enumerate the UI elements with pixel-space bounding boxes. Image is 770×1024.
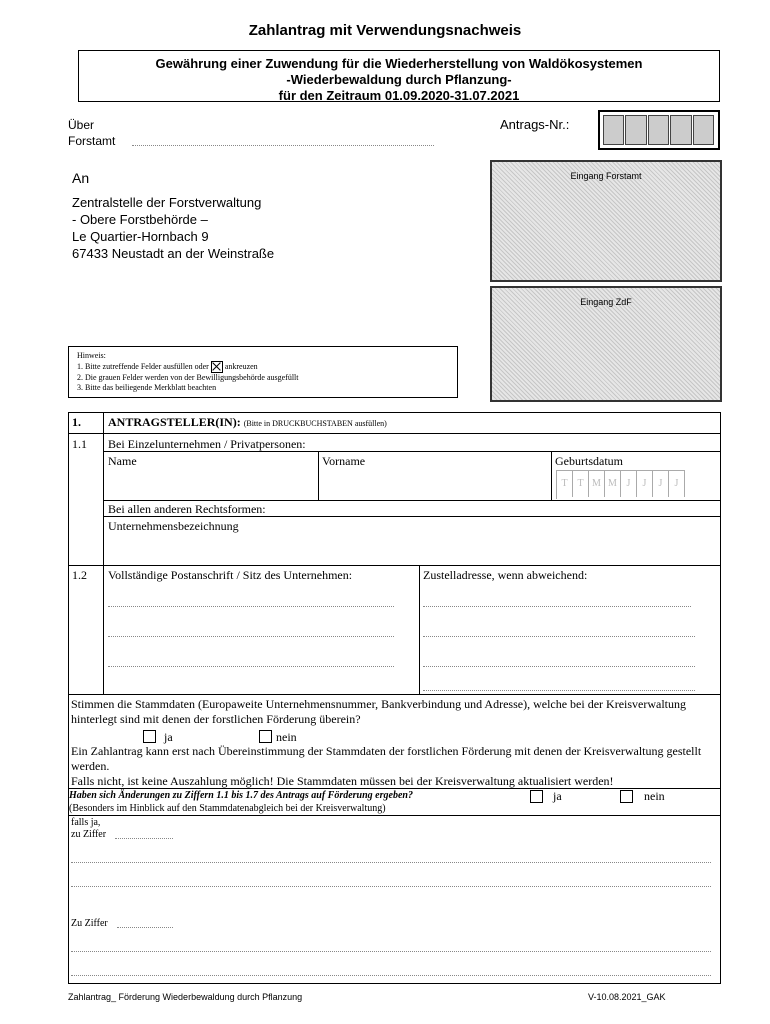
- aenderungen-note: (Besonders im Hinblick auf den Stammdatenabgleich bei der Kreisverwaltung): [69, 803, 386, 814]
- section1-heading: [108, 415, 387, 430]
- andere-rechtsformen-label: Bei allen anderen Rechtsformen:: [108, 502, 266, 516]
- postanschrift-label: Vollständige Postanschrift / Sitz des Unternehmen:: [108, 568, 353, 582]
- table-border-right: [720, 412, 721, 984]
- zu-ziffer-2-input[interactable]: [117, 927, 173, 928]
- aenderungen-line-1[interactable]: [71, 862, 711, 863]
- s11-heading: Bei Einzelunternehmen / Privatpersonen:: [108, 437, 306, 451]
- checkbox-example-icon: [211, 361, 223, 373]
- date-cell[interactable]: M: [605, 471, 621, 497]
- s12-num: 1.2: [72, 568, 87, 582]
- aenderungen-line-2[interactable]: [71, 886, 711, 887]
- aenderungen-ja-label: ja: [553, 789, 562, 803]
- row-divider: [68, 815, 721, 816]
- aenderungen-ja-checkbox[interactable]: [530, 790, 543, 808]
- stammdaten-info: Ein Zahlantrag kann erst nach Übereinstimmung der Stammdaten der forstlichen Förderung mit denen der Kreisverwaltung gestellt werden.: [71, 744, 702, 773]
- eingang-forstamt-box: [490, 160, 722, 282]
- an-label: An: [72, 170, 90, 186]
- date-cell[interactable]: J: [637, 471, 653, 497]
- subtitle-box: [78, 50, 720, 102]
- hinweis-box: [68, 346, 458, 398]
- stammdaten-warning: Falls nicht, ist keine Auszahlung möglich! Die Stammdaten müssen bei der Kreisverwaltung aktualisiert werden!: [71, 774, 614, 788]
- date-cell[interactable]: J: [621, 471, 637, 497]
- section1-num: 1.: [72, 415, 81, 429]
- date-cell[interactable]: T: [557, 471, 573, 497]
- postanschrift-line-2[interactable]: [108, 636, 394, 637]
- s11-num: 1.1: [72, 437, 87, 451]
- subtitle-line-2: -Wiederbewaldung durch Pflanzung-: [286, 72, 512, 87]
- recipient-address: [72, 194, 274, 262]
- date-cell[interactable]: T: [573, 471, 589, 497]
- zu-ziffer-label: zu Ziffer: [71, 829, 107, 840]
- col-divider: [318, 451, 319, 500]
- row-divider: [103, 451, 721, 452]
- falls-ja-label: falls ja,: [71, 817, 101, 828]
- subtitle-line-3: für den Zeitraum 01.09.2020-31.07.2021: [278, 88, 520, 103]
- geburtsdatum-input[interactable]: [556, 470, 685, 499]
- hinweis-line-3: 3. Bitte das beiliegende Merkblatt beachten: [77, 383, 217, 392]
- zu-ziffer-input[interactable]: [115, 838, 173, 839]
- row-divider: [103, 500, 721, 501]
- aenderungen-line-3[interactable]: [71, 951, 711, 952]
- antrags-nr-label: Antrags-Nr.:: [500, 117, 570, 132]
- name-input[interactable]: [108, 470, 314, 498]
- antrags-nr-cell: [625, 115, 646, 145]
- table-border-left: [68, 412, 69, 984]
- address-line-1: Zentralstelle der Forstverwaltung: [72, 195, 262, 210]
- aenderungen-line-4[interactable]: [71, 975, 711, 976]
- eingang-zdf-box: [490, 286, 722, 402]
- eingang-zdf-label: Eingang ZdF: [580, 297, 632, 307]
- zustelladresse-line-2[interactable]: [423, 636, 695, 637]
- footer-version: V-10.08.2021_GAK: [588, 992, 666, 1002]
- stammdaten-nein-label: nein: [276, 730, 297, 744]
- address-line-3: Le Quartier-Hornbach 9: [72, 229, 209, 244]
- forstamt-input[interactable]: [132, 144, 434, 146]
- footer-title: Zahlantrag_ Förderung Wiederbewaldung durch Pflanzung: [68, 992, 303, 1002]
- zustelladresse-label: Zustelladresse, wenn abweichend:: [423, 568, 588, 582]
- zu-ziffer-2-label: Zu Ziffer: [71, 918, 108, 929]
- aenderungen-nein-label: nein: [644, 789, 665, 803]
- row-divider: [68, 694, 721, 695]
- row-divider: [103, 516, 721, 517]
- postanschrift-line-1[interactable]: [108, 606, 394, 607]
- hinweis-line-2: 2. Die grauen Felder werden von der Bewilligungsbehörde ausgefüllt: [77, 373, 299, 382]
- hinweis-line-1-text: 1. Bitte zutreffende Felder ausfüllen oder: [77, 361, 209, 371]
- address-line-2: - Obere Forstbehörde –: [72, 212, 208, 227]
- unternehmensbezeichnung-input[interactable]: [108, 536, 716, 562]
- antrags-nr-cell: [603, 115, 624, 145]
- stammdaten-question: Stimmen die Stammdaten (Europaweite Unternehmensnummer, Bankverbindung und Adresse), welche bei der Kreisverwaltung hinterlegt sind mit denen der forstlichen Förderung überein?: [71, 697, 687, 726]
- zustelladresse-line-3[interactable]: [423, 666, 695, 667]
- name-label: Name: [108, 454, 137, 468]
- aenderungen-nein-checkbox[interactable]: [620, 790, 633, 808]
- geburtsdatum-label: Geburtsdatum: [555, 454, 623, 468]
- num-col-divider: [103, 412, 104, 694]
- zustelladresse-line-4[interactable]: [423, 690, 695, 691]
- hinweis-title: Hinweis:: [77, 351, 106, 360]
- postanschrift-line-3[interactable]: [108, 666, 394, 667]
- antrags-nr-field: [598, 110, 720, 150]
- date-cell[interactable]: J: [653, 471, 669, 497]
- vorname-label: Vorname: [322, 454, 366, 468]
- col-divider: [419, 565, 420, 694]
- hinweis-line-1: [77, 361, 449, 373]
- section1-title: ANTRAGSTELLER(IN):: [108, 415, 241, 429]
- subtitle-line-1: Gewährung einer Zuwendung für die Wiederherstellung von Waldökosystemen: [155, 56, 643, 71]
- table-border-top: [68, 412, 721, 413]
- antrags-nr-cell: [670, 115, 691, 145]
- unternehmensbezeichnung-label: Unternehmensbezeichnung: [108, 519, 239, 533]
- zustelladresse-line-1[interactable]: [423, 606, 691, 607]
- ueber-label: Über: [68, 118, 95, 132]
- forstamt-label: Forstamt: [68, 134, 116, 148]
- date-cell[interactable]: J: [669, 471, 685, 497]
- page-title: Zahlantrag mit Verwendungsnachweis: [248, 22, 522, 39]
- aenderungen-question: Haben sich Änderungen zu Ziffern 1.1 bis 1.7 des Antrags auf Förderung ergeben?: [69, 790, 413, 801]
- row-divider: [68, 565, 721, 566]
- section1-note: (Bitte in DRUCKBUCHSTABEN ausfüllen): [243, 419, 387, 428]
- antrags-nr-cell: [693, 115, 714, 145]
- hinweis-line-1-suffix: ankreuzen: [224, 361, 258, 371]
- antrags-nr-cell: [648, 115, 669, 145]
- table-border-bottom: [68, 983, 721, 984]
- row-divider: [68, 788, 721, 789]
- date-cell[interactable]: M: [589, 471, 605, 497]
- vorname-input[interactable]: [322, 470, 548, 498]
- stammdaten-ja-label: ja: [164, 730, 173, 744]
- address-line-4: 67433 Neustadt an der Weinstraße: [72, 246, 275, 261]
- row-divider: [68, 433, 721, 434]
- col-divider: [551, 451, 552, 500]
- eingang-forstamt-label: Eingang Forstamt: [570, 171, 642, 181]
